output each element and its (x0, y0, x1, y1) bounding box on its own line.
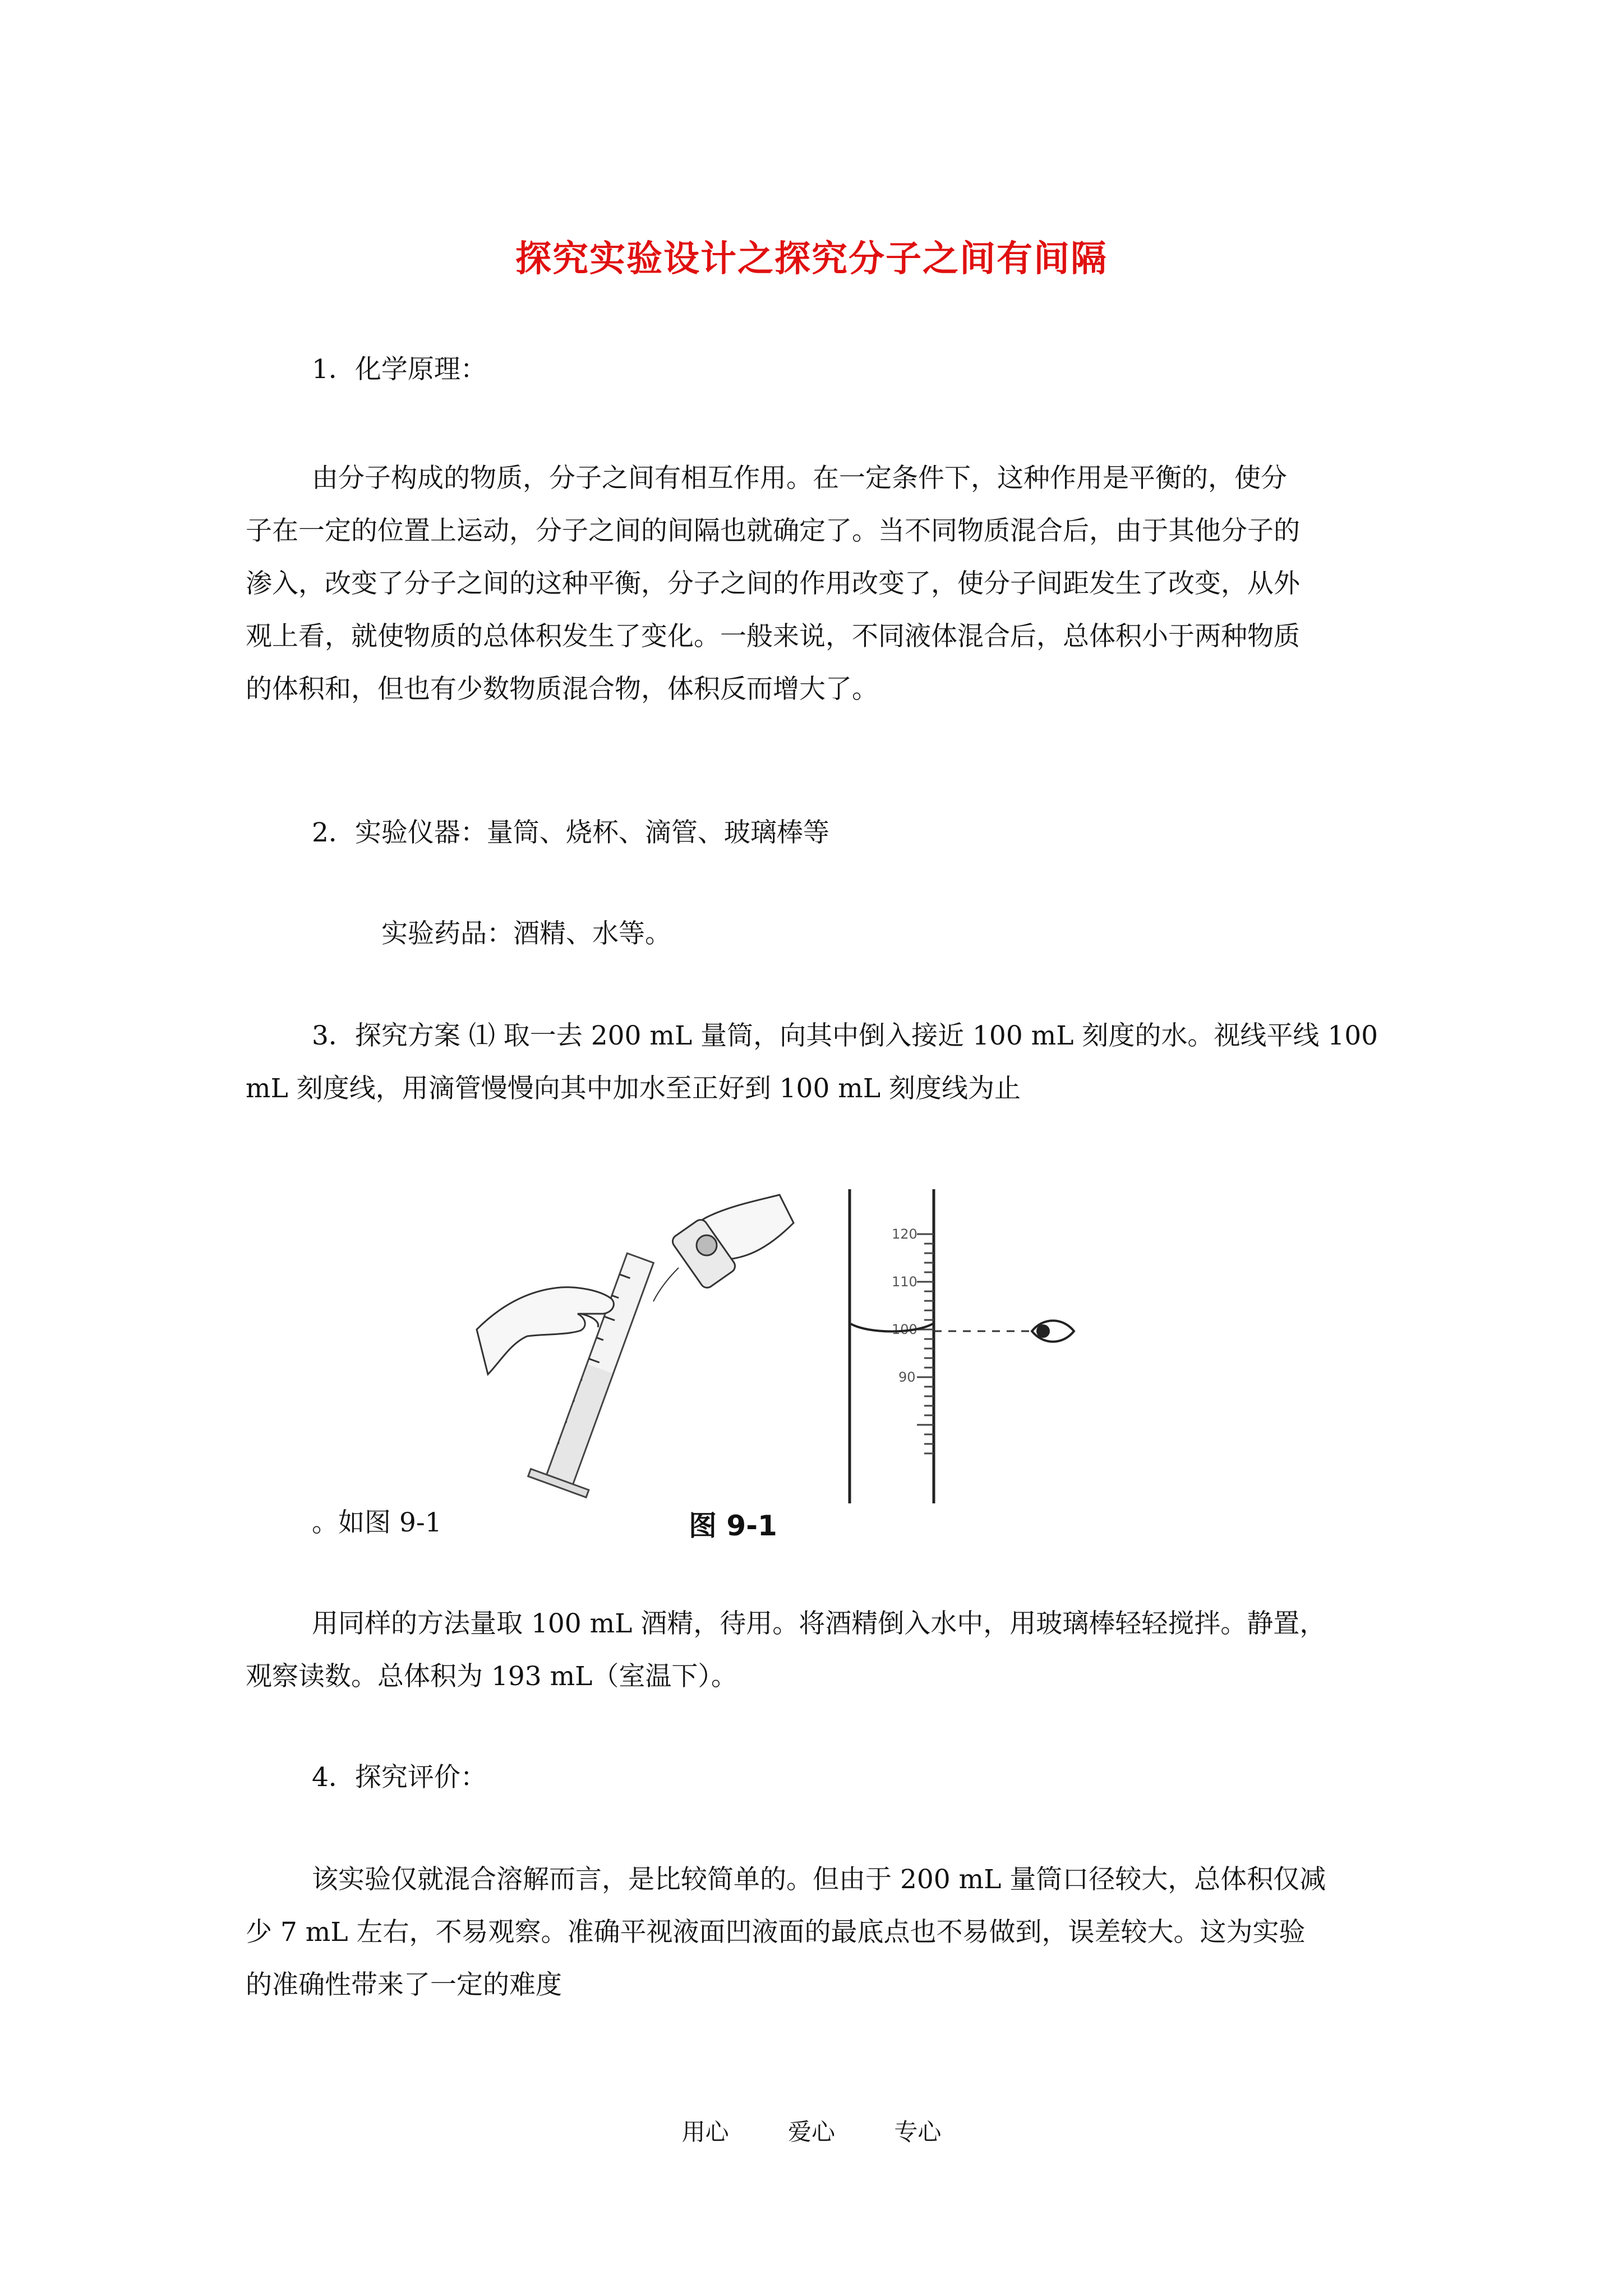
section-3-line-cont: mL 刻度线，用滴管慢慢向其中加水至正好到 100 mL 刻度线为止 (246, 1073, 1021, 1104)
section-3-after-line: 用同样的方法量取 100 mL 酒精，待用。将酒精倒入水中，用玻璃棒轻轻搅拌。静置， (312, 1608, 1326, 1639)
paragraph-line: 由分子构成的物质，分子之间有相互作用。在一定条件下，这种作用是平衡的，使分 (312, 463, 1287, 494)
section-4-line: 该实验仅就混合溶解而言，是比较简单的。但由于 200 mL 量筒口径较大，总体积仅减 (312, 1864, 1326, 1895)
figure-caption: 图 9-1 (689, 1510, 777, 1542)
page-footer (0, 2114, 1623, 2147)
tick-label-110: 110 (892, 1274, 917, 1290)
instruments-line: 2．实验仪器：量筒、烧杯、滴管、玻璃棒等 (312, 817, 829, 848)
page-title: 探究实验设计之探究分子之间有间隔 (515, 238, 1108, 280)
section-1-heading: 1．化学原理： (312, 354, 487, 385)
tick-label-100: 100 (892, 1322, 917, 1337)
figure-reference: 。如图 9-1 (312, 1507, 442, 1538)
section-4-line-cont (246, 1906, 1306, 2012)
footer-item: 用心 (681, 2118, 729, 2146)
section-1-paragraph-cont (246, 505, 1300, 716)
pouring-illustration (477, 1195, 794, 1497)
meniscus-illustration (850, 1189, 1074, 1503)
paragraph-line: 子在一定的位置上运动，分子之间的间隔也就确定了。当不同物质混合后，由于其他分子的 (246, 516, 1300, 546)
tick-label-120: 120 (892, 1226, 917, 1242)
graduated-cylinder-icon (528, 1248, 670, 1497)
section-3-after-line-cont: 观察读数。总体积为 193 mL（室温下）。 (246, 1661, 737, 1692)
reagents-line: 实验药品：酒精、水等。 (381, 918, 671, 949)
footer-item: 专心 (894, 2118, 942, 2146)
paragraph-line: 渗入，改变了分子之间的这种平衡，分子之间的作用改变了，使分子间距发生了改变，从外 (246, 568, 1300, 599)
paragraph-line: 少 7 mL 左右，不易观察。准确平视液面凹液面的最底点也不易做到，误差较大。这为实验 (246, 1917, 1306, 1948)
figure-9-1 (465, 1184, 1099, 1509)
paragraph-line: 观上看，就使物质的总体积发生了变化。一般来说，不同液体混合后，总体积小于两种物质 (246, 621, 1300, 652)
eye-icon (1032, 1320, 1074, 1342)
footer-item: 爱心 (787, 2118, 835, 2146)
section-3-line: 3．探究方案 ⑴ 取一去 200 mL 量筒，向其中倒入接近 100 mL 刻度的水。视线平线 100 (312, 1020, 1378, 1051)
section-4-heading: 4．探究评价： (312, 1762, 487, 1793)
paragraph-line: 的体积和，但也有少数物质混合物，体积反而增大了。 (246, 674, 878, 705)
section-1-paragraph (312, 452, 1287, 505)
tick-label-90: 90 (898, 1369, 916, 1385)
paragraph-line: 的准确性带来了一定的难度 (246, 1970, 562, 2000)
